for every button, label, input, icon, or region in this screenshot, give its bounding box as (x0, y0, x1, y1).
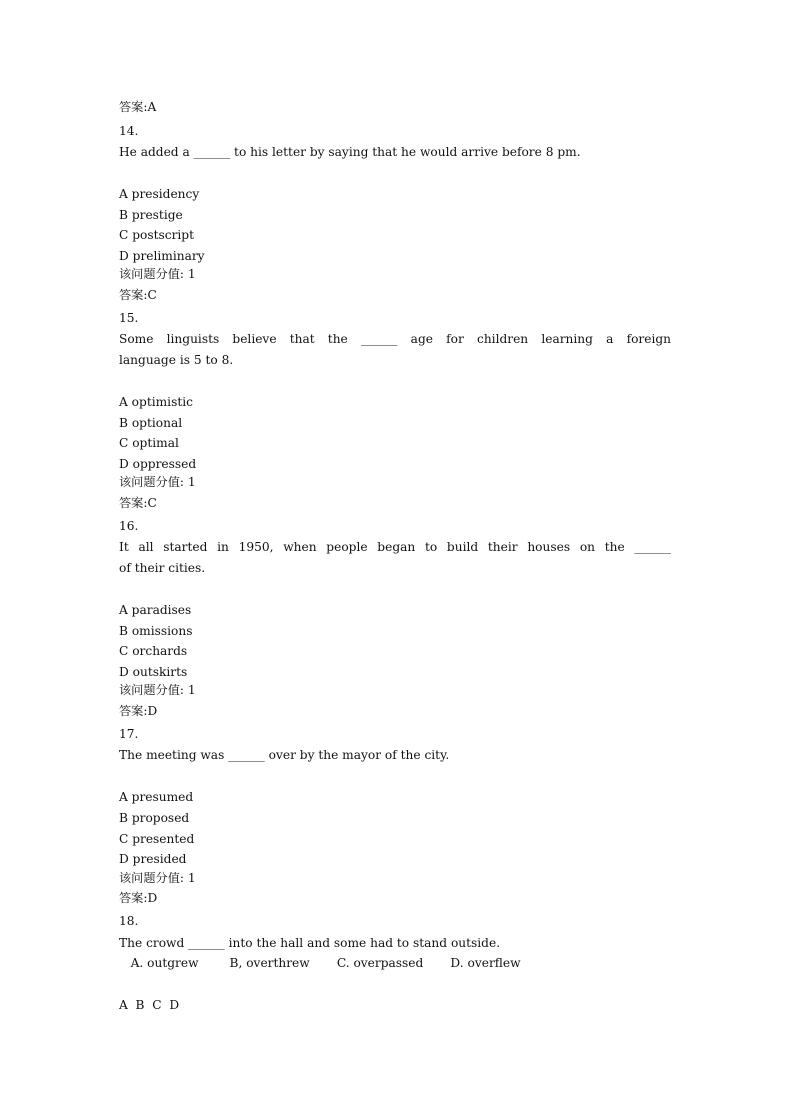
question-15-option-c: C optimal (119, 436, 179, 450)
question-15-stem-line-2: language is 5 to 8. (119, 353, 234, 367)
question-14-score: 该问题分值: 1 (119, 267, 196, 281)
question-16-option-d: D outskirts (119, 665, 188, 679)
question-16-option-b: B omissions (119, 624, 193, 638)
question-18-choices-line: A. outgrew B, overthrew C. overpassed D. overflew (119, 956, 521, 970)
question-14-option-b: B prestige (119, 208, 183, 222)
question-16-option-a: A paradises (119, 603, 192, 617)
previous-answer: 答案:A (119, 100, 157, 114)
question-17-number: 17. (119, 727, 139, 741)
question-15-answer: 答案:C (119, 496, 157, 510)
question-17-answer: 答案:D (119, 891, 158, 905)
question-18-options: A B C D (119, 998, 180, 1012)
question-16-stem-line-1: It all started in 1950, when people began to build their houses on the ______ (119, 540, 671, 554)
question-14-answer: 答案:C (119, 288, 157, 302)
question-16-answer: 答案:D (119, 704, 158, 718)
question-16-number: 16. (119, 519, 139, 533)
question-16-score: 该问题分值: 1 (119, 683, 196, 697)
question-17-score: 该问题分值: 1 (119, 871, 196, 885)
question-15-score: 该问题分值: 1 (119, 475, 196, 489)
question-15-number: 15. (119, 311, 139, 325)
question-16-stem-line-2: of their cities. (119, 561, 206, 575)
question-16-option-c: C orchards (119, 644, 188, 658)
question-14-option-d: D preliminary (119, 249, 205, 263)
question-15-option-a: A optimistic (119, 395, 193, 409)
question-17-option-c: C presented (119, 832, 195, 846)
question-14-option-c: C postscript (119, 228, 194, 242)
question-18-number: 18. (119, 914, 139, 928)
question-15-option-b: B optional (119, 416, 183, 430)
question-18-stem: The crowd ______ into the hall and some had to stand outside. (119, 936, 501, 950)
question-17-option-d: D presided (119, 852, 187, 866)
question-17-stem: The meeting was ______ over by the mayor of the city. (119, 748, 450, 762)
question-14-option-a: A presidency (119, 187, 200, 201)
question-15-stem-line-1: Some linguists believe that the ______ age for children learning a foreign (119, 332, 671, 346)
question-17-option-b: B proposed (119, 811, 190, 825)
question-17-option-a: A presumed (119, 790, 194, 804)
question-14-number: 14. (119, 124, 139, 138)
question-14-stem: He added a ______ to his letter by saying that he would arrive before 8 pm. (119, 145, 581, 159)
question-15-option-d: D oppressed (119, 457, 197, 471)
